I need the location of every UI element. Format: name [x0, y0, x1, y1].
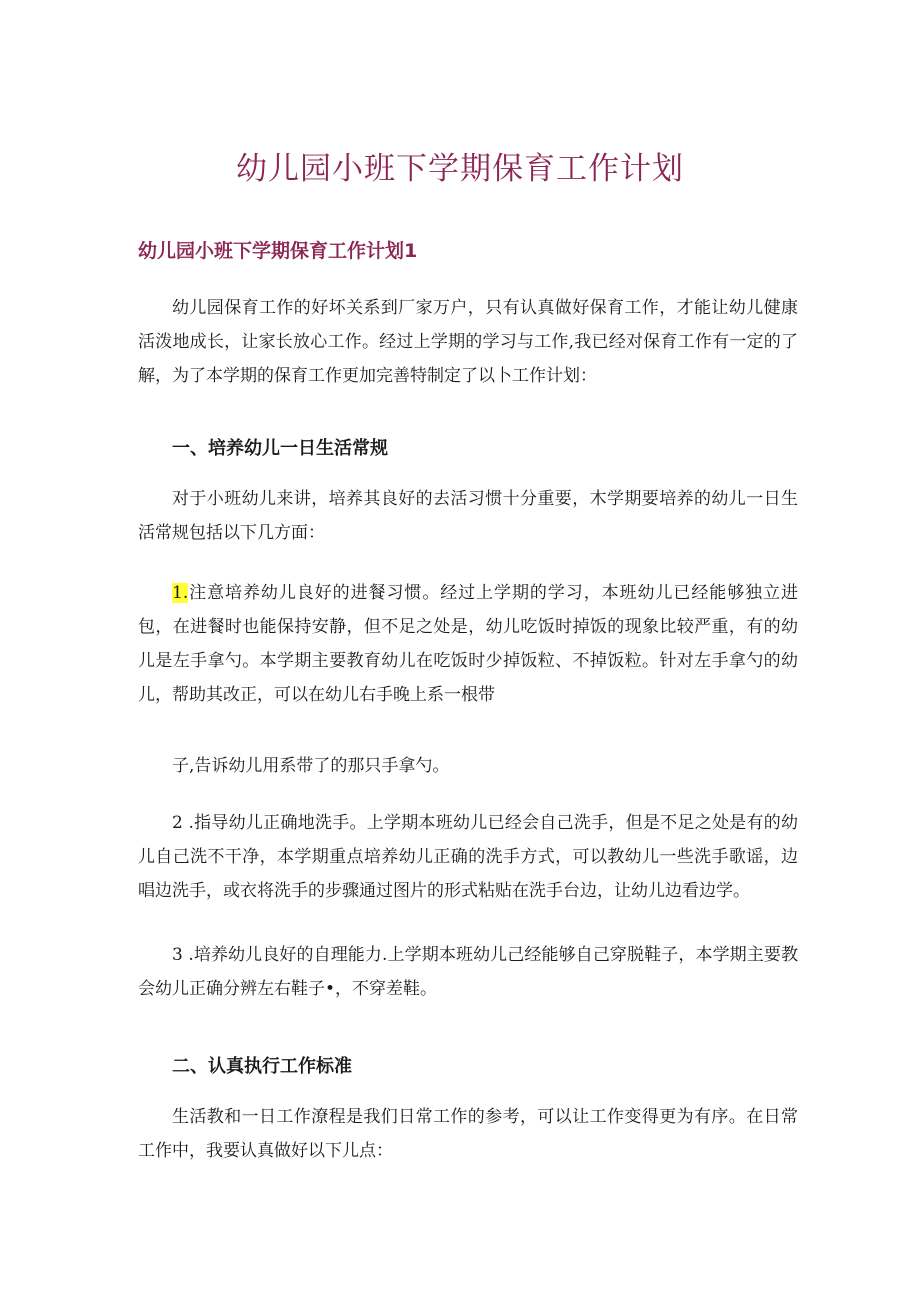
intro-paragraph: 幼儿园保育工作的好坏关系到厂家万户，只有认真做好保育工作，才能让幼儿健康活泼地成长，让家长放心工作。经过上学期的学习与工作,我已经对保育工作有一定的了解，为了本学期的保育工作更加完善特制定了以卜工作计划： — [138, 298, 798, 386]
item-1-marker: 1. — [172, 583, 189, 603]
item-2-paragraph: 2 .指导幼儿正确地洗手。上学期本班幼儿已经会自己洗手，但是不足之处是有的幼儿自己洗不干净，本学期重点培养幼儿正确的洗手方式，可以教幼儿一些洗手歌谣，边唱边洗手，或衣将洗手的步骤通过图片的形式粘贴在洗手台边，让幼儿边看边学。 — [138, 813, 798, 901]
document-title: 幼儿园小班下学期保育工作计划 — [236, 151, 684, 187]
item-1-text: 注意培养幼儿良好的进餐习惯。经过上学期的学习，本班幼儿已经能够独立进包，在进餐时也能保持安静，但不足之处是，幼儿吃饭时掉饭的现象比较严重，有的幼儿是左手拿勺。本学期主要教育幼儿在吃饭时少掉饭粒、不掉饭粒。针对左手拿勺的幼儿，帮助其改正，可以在幼儿右手晚上系一根带 — [138, 583, 798, 705]
item-1-paragraph — [138, 576, 798, 712]
routine-paragraph: 对于小班幼儿来讲，培养其良好的去活习惯十分重要，木学期要培养的幼儿一日生活常规包括以下几方面： — [138, 489, 798, 543]
standards-paragraph: 生活教和一日工作潦程是我们日常工作的参考，可以让工作变得更为有序。在日常工作中，我要认真做好以下儿点： — [138, 1107, 798, 1161]
heading-daily-routine: 一、培养幼儿一日生活常规 — [172, 438, 388, 459]
section-title: 幼儿园小班下学期保育工作计划1 — [138, 240, 418, 262]
item-3-paragraph: 3 .培养幼儿良好的自理能力.上学期本班幼儿己经能够自己穿脱鞋子，本学期主要教会幼儿正确分辨左右鞋子•，不穿差鞋。 — [138, 945, 798, 999]
heading-work-standards: 二、认真执行工作标准 — [172, 1056, 352, 1077]
item-1-continuation: 子,告诉幼儿用系带了的那只手拿勺。 — [172, 756, 450, 776]
